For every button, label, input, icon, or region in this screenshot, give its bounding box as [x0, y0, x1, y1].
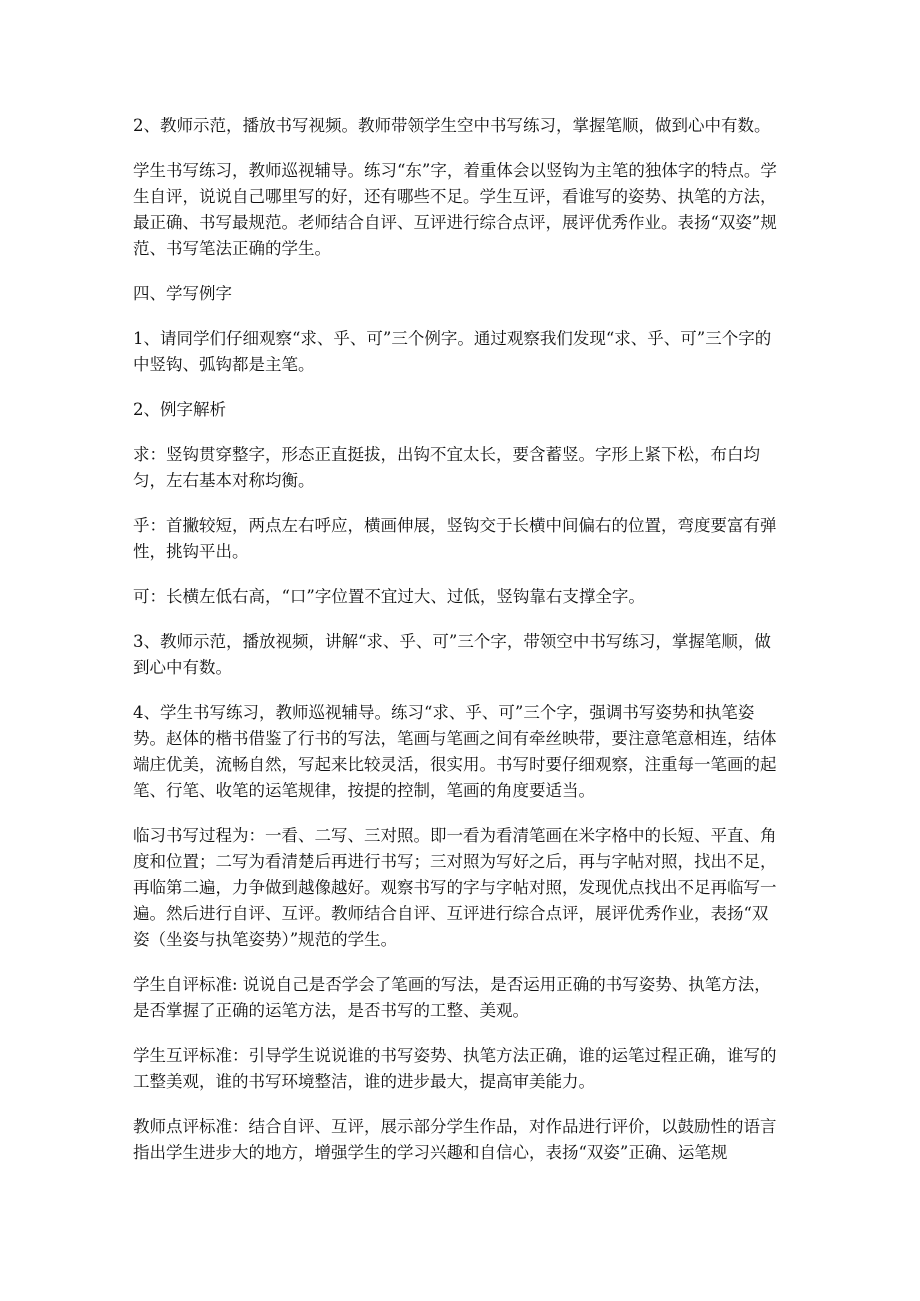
paragraph-analysis-hu: 乎：首撇较短，两点左右呼应，横画伸展，竖钩交于长横中间偏右的位置，弯度要富有弹性，挑钩平出。: [133, 516, 777, 561]
paragraph-teacher-demo: 2、教师示范，播放书写视频。教师带领学生空中书写练习，掌握笔顺，做到心中有数。: [133, 116, 771, 135]
subheading-example-analysis: 2、例字解析: [133, 400, 226, 419]
paragraph-teacher-evaluation-standard: 教师点评标准：结合自评、互评，展示部分学生作品，对作品进行评价，以鼓励性的语言指出学生进步大的地方，增强学生的学习兴趣和自信心，表扬“双姿”正确、运笔规: [133, 1117, 777, 1162]
paragraph-teacher-video-demo: 3、教师示范，播放视频，讲解“求、乎、可”三个字，带领空中书写练习，掌握笔顺，做到心中有数。: [133, 632, 771, 677]
paragraph-analysis-ke: 可：长横左低右高，“口”字位置不宜过大、过低，竖钩靠右支撑全字。: [133, 587, 645, 606]
paragraph-student-writing-practice: 4、学生书写练习，教师巡视辅导。练习“求、乎、可”三个字，强调书写姿势和执笔姿势。赵体的楷书借鉴了行书的写法，笔画与笔画之间有牵丝映带，要注意笔意相连，结体端庄优美，流畅自然，写起来比较灵活，很实用。书写时要仔细观察，注重每一笔画的起笔、行笔、收笔的运笔规律，按提的控制，笔画的角度要适当。: [133, 703, 777, 800]
paragraph-self-evaluation-standard: 学生自评标准: 说说自己是否学会了笔画的写法，是否运用正确的书写姿势、执笔方法，是否掌握了正确的运笔方法，是否书写的工整、美观。: [133, 975, 771, 1020]
paragraph-peer-evaluation-standard: 学生互评标准：引导学生说说谁的书写姿势、执笔方法正确，谁的运笔过程正确，谁写的工整美观，谁的书写环境整洁，谁的进步最大，提高审美能力。: [133, 1046, 777, 1091]
paragraph-student-practice: 学生书写练习，教师巡视辅导。练习“东”字，着重体会以竖钩为主笔的独体字的特点。学生自评，说说自己哪里写的好，还有哪些不足。学生互评，看谁写的姿势、执笔的方法，最正确、书写最规范。老师结合自评、互评进行综合点评，展评优秀作业。表扬“双姿”规范、书写笔法正确的学生。: [133, 161, 777, 258]
paragraph-observe-examples: 1、请同学们仔细观察“求、乎、可”三个例字。通过观察我们发现“求、乎、可”三个字的中竖钩、弧钩都是主笔。: [133, 329, 772, 374]
paragraph-copying-process: 临习书写过程为：一看、二写、三对照。即一看为看清笔画在米字格中的长短、平直、角度和位置；二写为看清楚后再进行书写；三对照为写好之后，再与字帖对照，找出不足，再临第二遍，力争做到越像越好。观察书写的字与字帖对照，发现优点找出不足再临写一遍。然后进行自评、互评。教师结合自评、互评进行综合点评，展评优秀作业，表扬“双姿（坐姿与执笔姿势）”规范的学生。: [133, 826, 777, 949]
paragraph-analysis-qiu: 求：竖钩贯穿整字，形态正直挺拔，出钩不宜太长，要含蓄竖。字形上紧下松，布白均匀，左右基本对称均衡。: [133, 445, 760, 490]
document-page: [133, 113, 783, 1166]
section-heading-learn-example-characters: 四、学写例字: [133, 284, 232, 303]
